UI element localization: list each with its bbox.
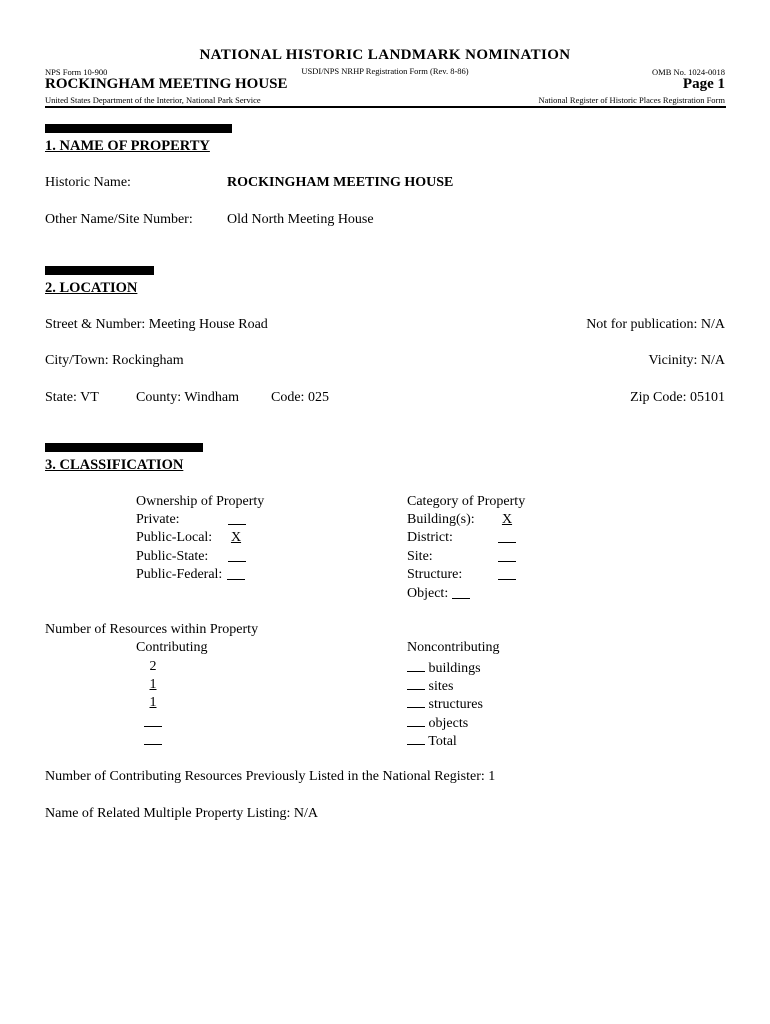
category-buildings-mark: X xyxy=(501,512,513,527)
other-name-value: Old North Meeting House xyxy=(227,212,374,227)
ownership-public-federal-mark xyxy=(227,567,245,580)
property-name-header: ROCKINGHAM MEETING HOUSE xyxy=(45,76,288,92)
ownership-public-local-label: Public-Local: xyxy=(136,530,213,545)
noncontributing-blank xyxy=(407,732,425,745)
previously-listed: Number of Contributing Resources Previously Listed in the National Register: 1 xyxy=(45,769,496,784)
page-number: Page 1 xyxy=(682,76,725,92)
zip-code: Zip Code: 05101 xyxy=(630,390,725,405)
other-name-label: Other Name/Site Number: xyxy=(45,212,193,227)
noncontributing-blank xyxy=(407,695,425,708)
ownership-private-mark xyxy=(228,512,246,525)
header-rule xyxy=(45,106,726,108)
form-name: USDI/NPS NRHP Registration Form (Rev. 8-86) xyxy=(301,66,469,76)
contributing-heading: Contributing xyxy=(136,640,208,655)
contributing-structures-count: 1 xyxy=(149,695,157,710)
county: County: Windham xyxy=(136,390,240,405)
noncontributing-blank xyxy=(407,714,425,727)
section-bar xyxy=(45,266,154,275)
register-name: National Register of Historic Places Registration Form xyxy=(538,95,725,105)
ownership-public-local-mark: X xyxy=(230,530,242,545)
category-object-mark xyxy=(452,586,470,599)
city-town: City/Town: Rockingham xyxy=(45,353,184,368)
noncontributing-structures-label: structures xyxy=(428,697,483,712)
historic-name-label: Historic Name: xyxy=(45,175,131,190)
section-heading-location: 2. LOCATION xyxy=(45,280,138,296)
noncontributing-blank xyxy=(407,677,425,690)
category-site-mark xyxy=(498,549,516,562)
category-district-mark xyxy=(498,530,516,543)
category-site-label: Site: xyxy=(407,549,433,564)
ownership-public-state-mark xyxy=(228,549,246,562)
noncontributing-blank xyxy=(407,659,425,672)
ownership-public-federal-label: Public-Federal: xyxy=(136,567,223,582)
category-heading: Category of Property xyxy=(407,494,526,509)
section-bar xyxy=(45,443,203,452)
section-heading-classification: 3. CLASSIFICATION xyxy=(45,457,184,473)
form-title: NATIONAL HISTORIC LANDMARK NOMINATION xyxy=(199,47,571,63)
category-district-label: District: xyxy=(407,530,453,545)
noncontributing-heading: Noncontributing xyxy=(407,640,500,655)
ownership-public-state-label: Public-State: xyxy=(136,549,209,564)
omb-number: OMB No. 1024-0018 xyxy=(652,67,725,77)
category-buildings-label: Building(s): xyxy=(407,512,475,527)
not-for-publication: Not for publication: N/A xyxy=(586,317,725,332)
state: State: VT xyxy=(45,390,99,405)
form-number: NPS Form 10-900 xyxy=(45,67,108,77)
contributing-sites-count: 1 xyxy=(149,677,157,692)
county-code: Code: 025 xyxy=(271,390,329,405)
section-heading-name: 1. NAME OF PROPERTY xyxy=(45,138,210,154)
department: United States Department of the Interior, National Park Service xyxy=(45,95,261,105)
contributing-objects-count xyxy=(144,714,162,727)
historic-name-value: ROCKINGHAM MEETING HOUSE xyxy=(227,175,454,190)
category-structure-mark xyxy=(498,567,516,580)
noncontributing-total-label: Total xyxy=(428,734,457,749)
vicinity: Vicinity: N/A xyxy=(648,353,725,368)
ownership-heading: Ownership of Property xyxy=(136,494,265,509)
category-structure-label: Structure: xyxy=(407,567,463,582)
street-number: Street & Number: Meeting House Road xyxy=(45,317,268,332)
resources-heading: Number of Resources within Property xyxy=(45,622,259,637)
noncontributing-objects-label: objects xyxy=(428,716,469,731)
noncontributing-sites-label: sites xyxy=(428,679,454,694)
multiple-property-listing: Name of Related Multiple Property Listing: N/A xyxy=(45,806,318,821)
ownership-private-label: Private: xyxy=(136,512,180,527)
section-bar xyxy=(45,124,232,133)
noncontributing-buildings-label: buildings xyxy=(428,661,481,676)
contributing-buildings-count: 2 xyxy=(149,659,157,674)
contributing-total-count xyxy=(144,732,162,745)
category-object-label: Object: xyxy=(407,586,449,601)
